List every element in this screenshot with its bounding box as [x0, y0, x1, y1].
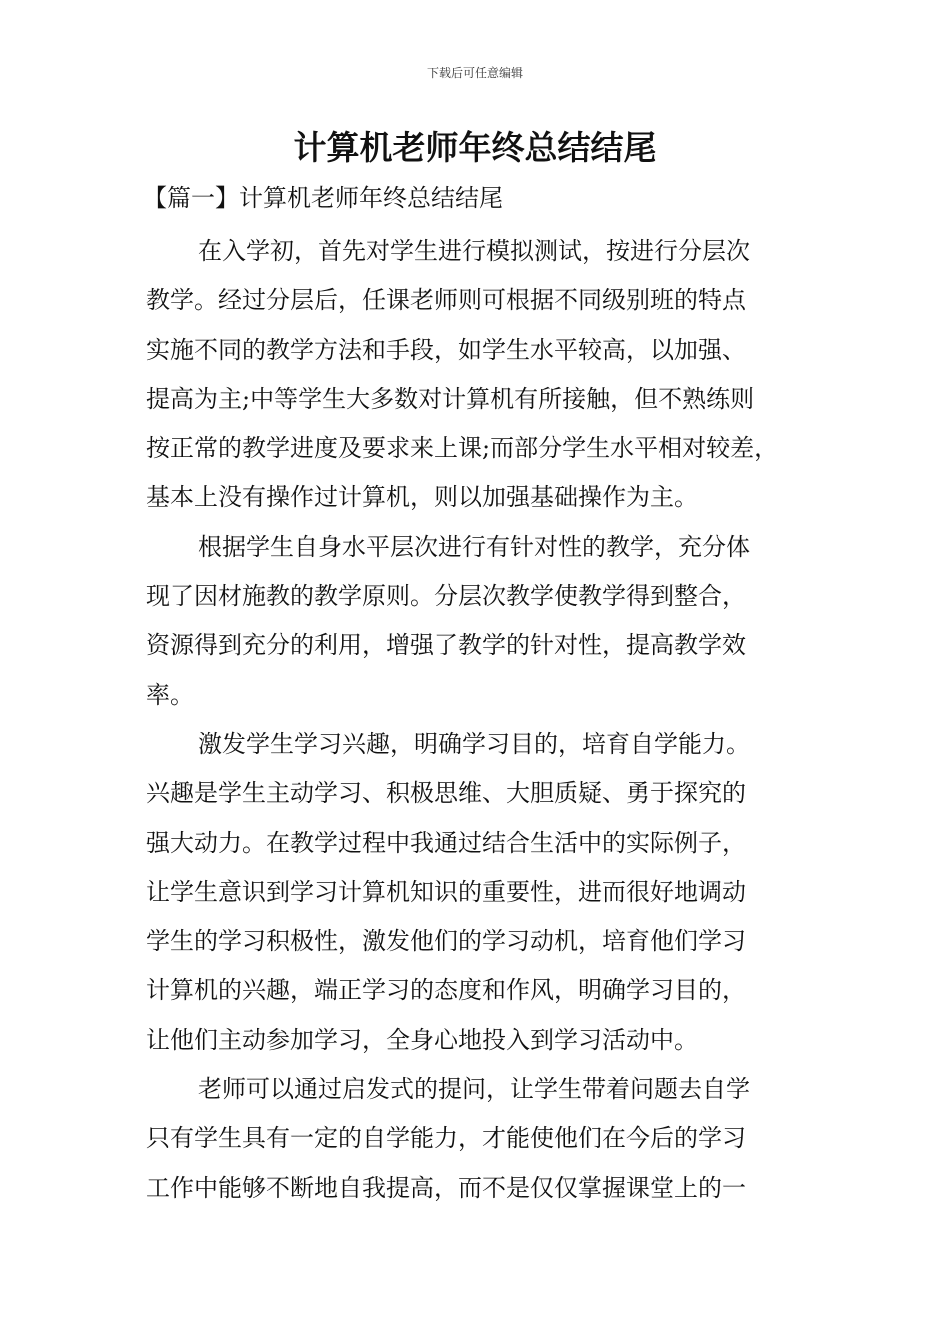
- paragraph-line: 教学。经过分层后，任课老师则可根据不同级别班的特点: [146, 286, 746, 315]
- paragraph-line: 根据学生自身水平层次进行有针对性的教学，充分体: [198, 532, 750, 561]
- paragraph-line: 资源得到充分的利用，增强了教学的针对性，提高教学效: [146, 631, 746, 660]
- paragraph-line: 只有学生具有一定的自学能力，才能使他们在今后的学习: [146, 1124, 746, 1153]
- paragraph-line: 率。: [146, 680, 194, 709]
- document-body: [146, 227, 836, 1213]
- paragraph-line: 在入学初，首先对学生进行模拟测试，按进行分层次: [198, 237, 750, 265]
- paragraph-line: 老师可以通过启发式的提问，让学生带着问题去自学: [198, 1075, 750, 1104]
- paragraph-line: 学生的学习积极性，激发他们的学习动机，培育他们学习: [146, 927, 746, 956]
- paragraph-line: 计算机的兴趣，端正学习的态度和作风，明确学习目的，: [146, 976, 746, 1005]
- paragraph-line: 工作中能够不断地自我提高，而不是仅仅掌握课堂上的一: [146, 1173, 746, 1202]
- paragraph-line: 兴趣是学生主动学习、积极思维、大胆质疑、勇于探究的: [146, 779, 746, 808]
- document-title: 计算机老师年终总结结尾: [293, 128, 657, 167]
- header-note: 下载后可任意编辑: [426, 66, 523, 80]
- paragraph-line: 现了因材施教的教学原则。分层次教学使教学得到整合，: [146, 582, 746, 611]
- paragraph-line: 激发学生学习兴趣，明确学习目的，培育自学能力。: [198, 729, 750, 758]
- paragraph-line: 让他们主动参加学习，全身心地投入到学习活动中。: [146, 1025, 698, 1054]
- section-heading: 【篇一】计算机老师年终总结结尾: [143, 184, 503, 212]
- paragraph-line: 基本上没有操作过计算机，则以加强基础操作为主。: [146, 483, 698, 512]
- paragraph-line: 强大动力。在教学过程中我通过结合生活中的实际例子，: [146, 828, 746, 857]
- paragraph-line: 按正常的教学进度及要求来上课;而部分学生水平相对较差，: [146, 434, 779, 463]
- paragraph-line: 提高为主;中等学生大多数对计算机有所接触，但不熟练则: [146, 384, 755, 413]
- paragraph-line: 让学生意识到学习计算机知识的重要性，进而很好地调动: [146, 877, 746, 906]
- paragraph-line: 实施不同的教学方法和手段，如学生水平较高，以加强、: [146, 335, 746, 364]
